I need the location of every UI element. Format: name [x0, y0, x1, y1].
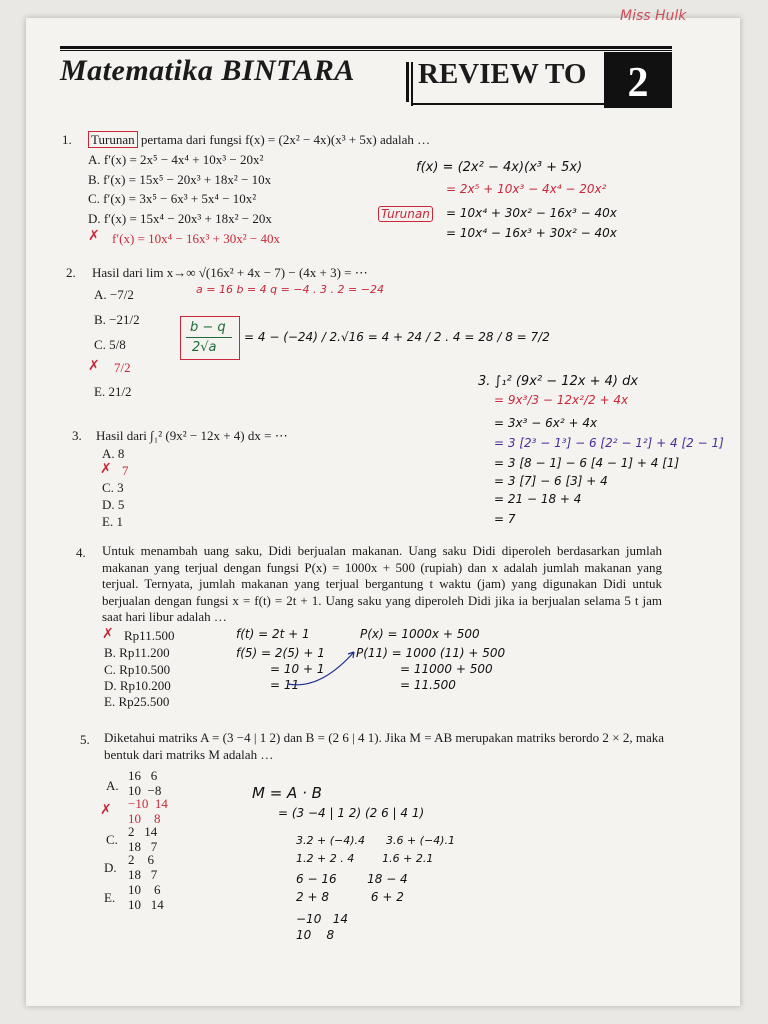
q1-text: pertama dari fungsi f(x) = (2x² − 4x)(x³ + 5x) adalah … [140, 132, 431, 147]
q3-option-b[interactable]: 7 [122, 463, 129, 478]
q2-option-e[interactable]: E. 21/2 [94, 384, 132, 399]
q2-option-a[interactable]: A. −7/2 [94, 287, 134, 302]
q4-option-c[interactable]: C. Rp10.500 [104, 662, 171, 677]
q5-option-d-matrix[interactable]: 2 6 18 7 [128, 852, 158, 882]
q1-work-line-1: f(x) = (2x² − 4x)(x³ + 5x) [416, 160, 583, 175]
q3-work-line-7: = 21 − 18 + 4 [494, 492, 582, 506]
q5-option-e-matrix[interactable]: 10 6 10 14 [128, 882, 164, 912]
header-divider-1 [406, 62, 409, 102]
q1-work-line-4: = 10x⁴ − 16x³ + 30x² − 40x [446, 226, 617, 240]
q3-answer-cross-mark: ✗ [100, 461, 112, 477]
q3-number: 3. [72, 428, 82, 443]
q5-number: 5. [80, 732, 90, 747]
q4-work-right-2: P(11) = 1000 (11) + 500 [356, 646, 506, 660]
q5-work-line-1: M = A · B [252, 784, 322, 802]
q3-work-line-6: = 3 [7] − 6 [3] + 4 [494, 474, 608, 488]
header-rule-thin [60, 50, 672, 51]
q1-option-a[interactable]: A. f′(x) = 2x⁵ − 4x⁴ + 10x³ − 20x² [88, 152, 264, 167]
q5-option-a-letter[interactable]: A. [106, 778, 119, 793]
q1-keyword: Turunan [88, 131, 138, 148]
header-rule-bottom [411, 103, 611, 105]
q3-work-line-2: = 9x³/3 − 12x²/2 + 4x [494, 393, 629, 407]
q3-work-line-3: = 3x³ − 6x² + 4x [494, 416, 598, 430]
q4-option-d[interactable]: D. Rp10.200 [104, 678, 171, 693]
q3-work-line-1: 3. ∫₁² (9x² − 12x + 4) dx [478, 374, 639, 389]
q2-annotation: a = 16 b = 4 q = −4 . 3 . 2 = −24 [196, 283, 384, 296]
q4-work-right-4: = 11.500 [400, 678, 456, 692]
review-title: REVIEW TO [418, 58, 587, 90]
q1-answer-cross-mark: ✗ [88, 228, 100, 244]
q2-question: Hasil dari lim x→∞ √(16x² + 4x − 7) − (4x + 3) = ⋯ [92, 265, 368, 280]
q5-option-b-matrix[interactable]: −10 14 10 8 [128, 796, 168, 826]
q3-question: Hasil dari ∫₁² (9x² − 12x + 4) dx = ⋯ [96, 428, 288, 443]
q3-option-e[interactable]: E. 1 [102, 514, 123, 529]
q4-option-b[interactable]: B. Rp11.200 [104, 645, 170, 660]
q4-work-left-4: = 11 [270, 678, 300, 692]
q2-formula-top: b − q [190, 320, 226, 335]
q5-option-c-letter[interactable]: C. [106, 832, 118, 847]
q5-work-line-4: 1.2 + 2 . 4 1.6 + 2.1 [296, 852, 434, 865]
q5-option-a-matrix[interactable]: 16 6 10 −8 [128, 768, 162, 798]
q5-option-d-letter[interactable]: D. [104, 860, 117, 875]
q1-option-c[interactable]: C. f′(x) = 3x⁵ − 6x³ + 5x⁴ − 10x² [88, 191, 257, 206]
q2-option-d[interactable]: 7/2 [114, 360, 131, 375]
q1-option-b[interactable]: B. f′(x) = 15x⁵ − 20x³ + 18x² − 10x [88, 172, 272, 187]
q1-work-line-2: = 2x⁵ + 10x³ − 4x⁴ − 20x² [446, 182, 607, 196]
q1-work-label: Turunan [378, 206, 433, 222]
header-rule-top [60, 46, 672, 49]
q3-option-d[interactable]: D. 5 [102, 497, 125, 512]
q5-option-c-matrix[interactable]: 2 14 18 7 [128, 824, 158, 854]
q4-work-left-2: f(5) = 2(5) + 1 [236, 646, 325, 660]
q1-option-d[interactable]: D. f′(x) = 15x⁴ − 20x³ + 18x² − 20x [88, 211, 272, 226]
q4-number: 4. [76, 545, 86, 560]
corner-scribble: Miss Hulk [620, 8, 687, 24]
q3-work-line-8: = 7 [494, 512, 516, 526]
q5-answer-cross-mark: ✗ [100, 802, 112, 818]
q5-work-line-7: −10 14 [296, 912, 349, 926]
q5-option-e-letter[interactable]: E. [104, 890, 116, 905]
q4-option-a[interactable]: Rp11.500 [124, 628, 175, 643]
q2-number: 2. [66, 265, 76, 280]
q2-work: = 4 − (−24) / 2.√16 = 4 + 24 / 2 . 4 = 28 / 8 = 7/2 [244, 330, 550, 344]
q2-option-c[interactable]: C. 5/8 [94, 337, 126, 352]
q3-work-line-4: = 3 [2³ − 1³] − 6 [2² − 1²] + 4 [2 − 1] [494, 436, 724, 450]
q4-question: Untuk menambah uang saku, Didi berjualan makanan. Uang saku Didi diperoleh berdasarkan jumlah makanan yang terjual dengan fungsi P(x) = 1000x + 500 (rupiah) dan x adalah jumlah makanan yang terjual. Ternyata, jumlah makanan yang terjual bergantung t waktu (jam) yang digunakan Didi untuk berjualan dengan fungsi x = f(t) = 2t + 1. Uang saku yang diperoleh Didi jika ia berjualan selama 5 t jam saat hari libur adalah … [102, 543, 662, 624]
q5-work-line-6: 2 + 8 6 + 2 [296, 890, 404, 904]
q2-formula-bottom: 2√a [192, 340, 217, 355]
q4-work-right-3: = 11000 + 500 [400, 662, 493, 676]
q5-work-line-3: 3.2 + (−4).4 3.6 + (−4).1 [296, 834, 455, 847]
q2-formula-bar [186, 337, 232, 338]
q1-number: 1. [62, 132, 72, 147]
q4-option-e[interactable]: E. Rp25.500 [104, 694, 170, 709]
q3-option-a[interactable]: A. 8 [102, 446, 125, 461]
q4-work-right-1: P(x) = 1000x + 500 [360, 627, 480, 641]
header-divider-2 [411, 62, 413, 106]
q5-work-line-2: = (3 −4 | 1 2) (2 6 | 4 1) [278, 806, 425, 820]
q4-work-left-3: = 10 + 1 [270, 662, 325, 676]
q1-question [88, 131, 430, 148]
q1-work-line-3: = 10x⁴ + 30x² − 16x³ − 40x [446, 206, 617, 220]
q4-answer-cross-mark: ✗ [102, 626, 114, 642]
q4-work-arrow [280, 646, 360, 690]
q5-work-line-8: 10 8 [296, 928, 335, 942]
q3-option-c[interactable]: C. 3 [102, 480, 124, 495]
brand-title: Matematika BINTARA [60, 54, 355, 87]
q5-work-line-5: 6 − 16 18 − 4 [296, 872, 408, 886]
q4-work-left-1: f(t) = 2t + 1 [236, 627, 310, 641]
review-number-badge: 2 [604, 52, 672, 108]
q3-work-line-5: = 3 [8 − 1] − 6 [4 − 1] + 4 [1] [494, 456, 680, 470]
q2-answer-cross-mark: ✗ [88, 358, 100, 374]
q1-option-e[interactable]: f′(x) = 10x⁴ − 16x³ + 30x² − 40x [112, 231, 280, 246]
q5-question: Diketahui matriks A = (3 −4 | 1 2) dan B = (2 6 | 4 1). Jika M = AB merupakan matriks berordo 2 × 2, maka bentuk dari matriks M adalah … [104, 730, 664, 762]
q2-option-b[interactable]: B. −21/2 [94, 312, 140, 327]
